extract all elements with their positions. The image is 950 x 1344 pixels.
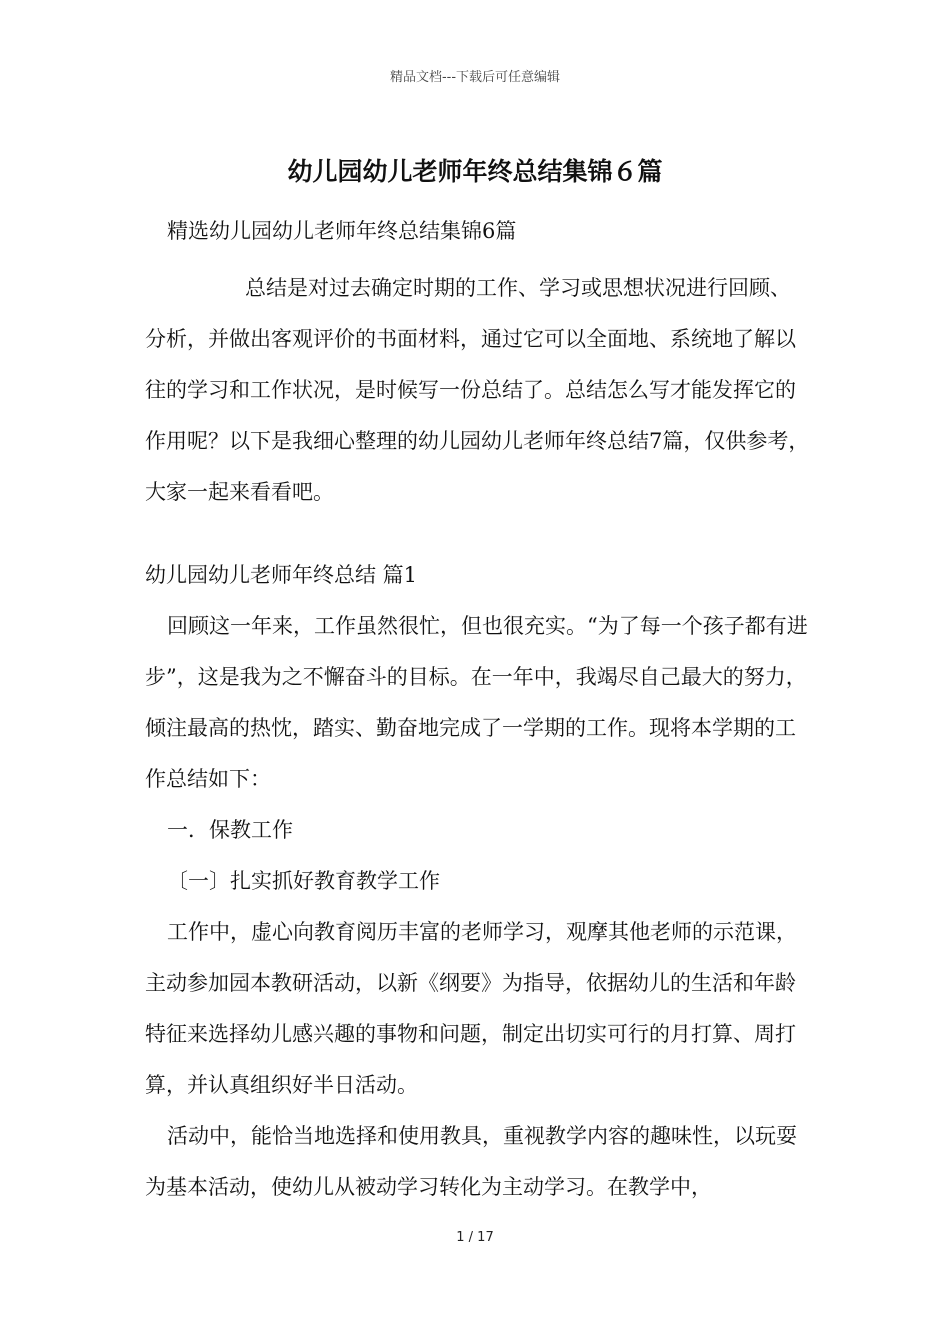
document-body	[145, 206, 811, 1213]
body-paragraph-1: 回顾这一年来，工作虽然很忙，但也很充实。“为了每一个孩子都有进步”，这是我为之不懈奋斗的目标。在一年中，我竭尽自己最大的努力，倾注最高的热忱，踏实、勤奋地完成了一学期的工作。现将本学期的工作总结如下：	[145, 614, 808, 791]
section-heading: 幼儿园幼儿老师年终总结 篇1	[145, 563, 418, 587]
body-paragraph-3: 活动中，能恰当地选择和使用教具，重视教学内容的趣味性，以玩耍为基本活动，使幼儿从被动学习转化为主动学习。在教学中，	[145, 1124, 797, 1199]
body-paragraph-2: 工作中，虚心向教育阅历丰富的老师学习，观摩其他老师的示范课，主动参加园本教研活动，以新《纲要》为指导，依据幼儿的生活和年龄特征来选择幼儿感兴趣的事物和问题，制定出切实可行的月打算、周打算，并认真组织好半日活动。	[145, 920, 797, 1097]
document-title: 幼儿园幼儿老师年终总结集锦６篇	[287, 157, 663, 186]
heading-level-1: 一．保教工作	[167, 818, 293, 842]
page-header-note: 精品文档---下载后可任意编辑	[389, 70, 561, 85]
intro-paragraph: 总结是对过去确定时期的工作、学习或思想状况进行回顾、分析，并做出客观评价的书面材料，通过它可以全面地、系统地了解以往的学习和工作状况，是时候写一份总结了。总结怎么写才能发挥它的作用呢？以下是我细心整理的幼儿园幼儿老师年终总结7篇，仅供参考，大家一起来看看吧。	[145, 276, 810, 504]
document-subtitle: 精选幼儿园幼儿老师年终总结集锦6篇	[167, 219, 517, 243]
heading-level-2: 〔一〕扎实抓好教育教学工作	[167, 869, 440, 893]
paragraph-gap	[145, 518, 811, 550]
page-number: 1 / 17	[456, 1230, 494, 1245]
